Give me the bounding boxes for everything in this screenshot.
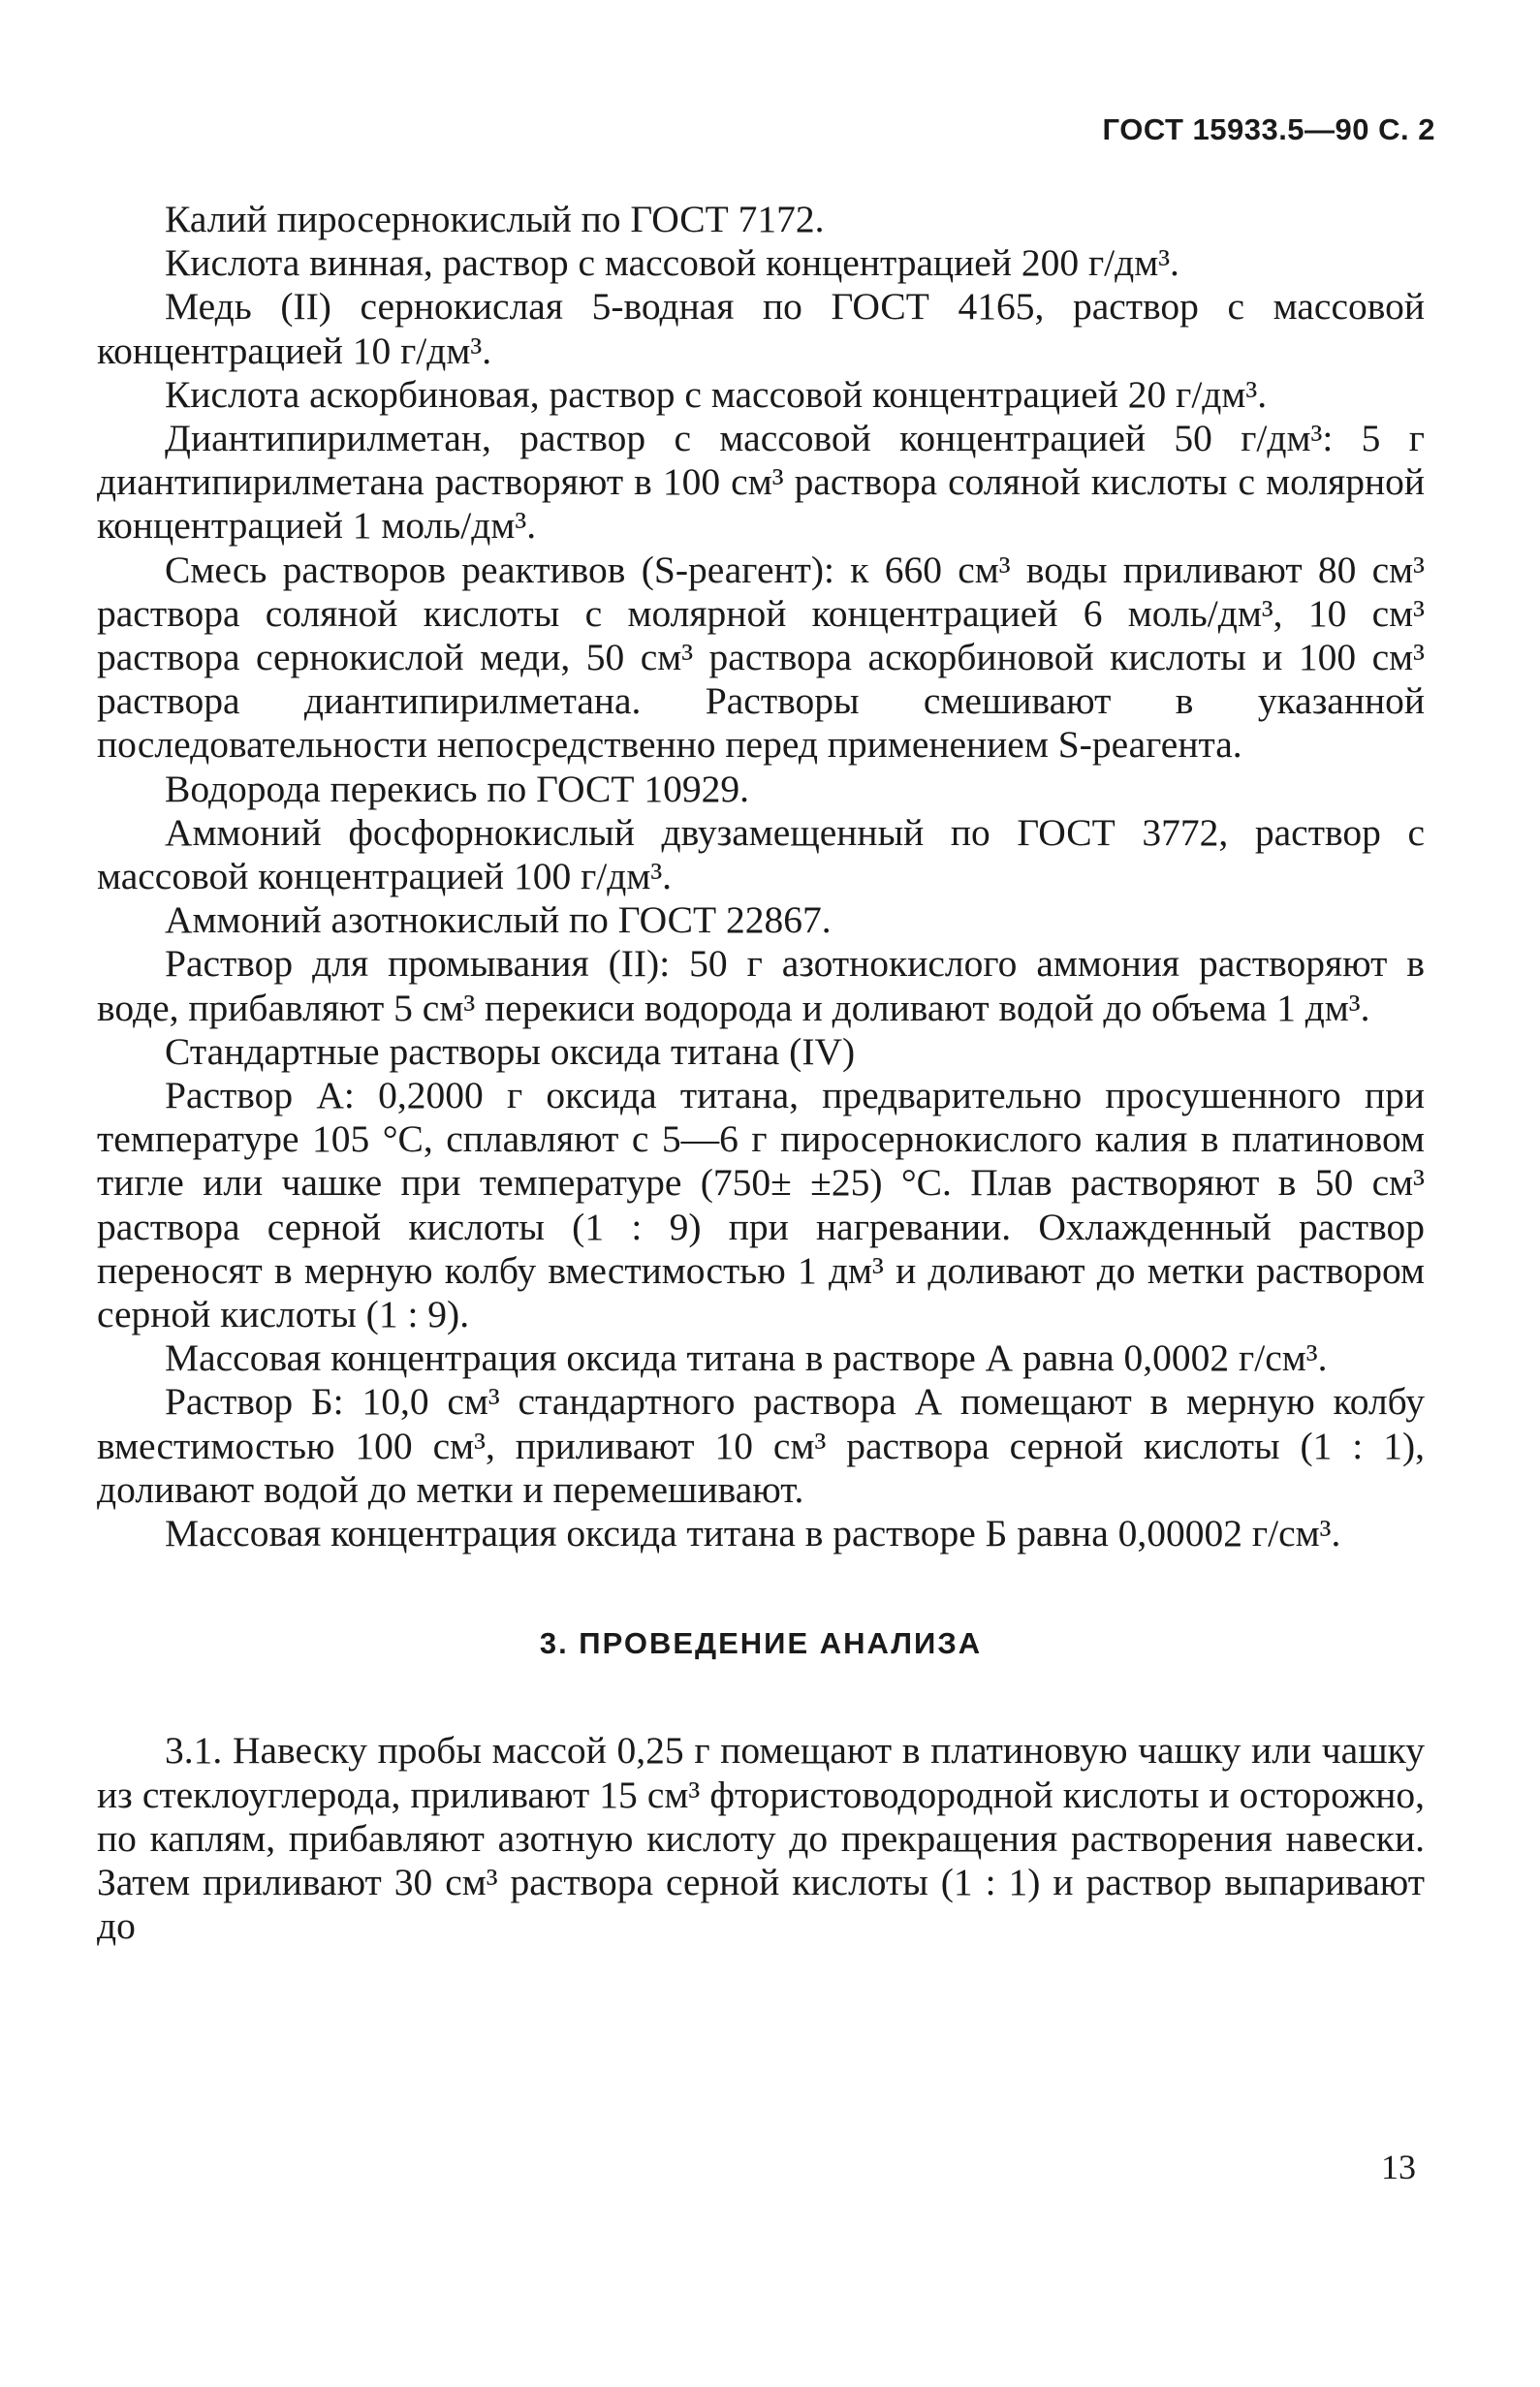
paragraph: Раствор А: 0,2000 г оксида титана, предварительно просушенного при температуре 105 °С, сплавляют с 5—6 г пиросернокислого калия в платиновом тигле или чашке при температуре (750± ±25) °С. Плав растворяют в 50 см³ раствора серной кислоты (1 : 9) при нагревании. Охлажденный раствор переносят в мерную колбу вместимостью 1 дм³ и доливают до метки раствором серной кислоты (1 : 9). bbox=[97, 1074, 1425, 1336]
paragraph: Раствор для промывания (II): 50 г азотнокислого аммония растворяют в воде, прибавляют 5 см³ перекиси водорода и доливают водой до объема 1 дм³. bbox=[97, 942, 1425, 1029]
running-header: ГОСТ 15933.5—90 С. 2 bbox=[1102, 112, 1435, 146]
paragraph: Массовая концентрация оксида титана в растворе Б равна 0,00002 г/см³. bbox=[165, 1512, 1341, 1555]
paragraph: Аммоний фосфорнокислый двузамещенный по ГОСТ 3772, раствор с массовой концентрацией 100 г/дм³. bbox=[97, 810, 1425, 898]
paragraph: Калий пиросернокислый по ГОСТ 7172. bbox=[165, 198, 825, 240]
paragraph: Водорода перекись по ГОСТ 10929. bbox=[165, 767, 749, 810]
paragraph: Медь (II) сернокислая 5-водная по ГОСТ 4165, раствор с массовой концентрацией 10 г/дм³. bbox=[97, 285, 1425, 372]
paragraph: Аммоний азотнокислый по ГОСТ 22867. bbox=[165, 898, 832, 942]
section-heading: 3. ПРОВЕДЕНИЕ АНАЛИЗА bbox=[539, 1626, 983, 1661]
paragraph: Кислота аскорбиновая, раствор с массовой концентрацией 20 г/дм³. bbox=[165, 372, 1268, 416]
paragraph: Массовая концентрация оксида титана в растворе А равна 0,0002 г/см³. bbox=[165, 1336, 1328, 1380]
paragraph: Кислота винная, раствор с массовой концентрацией 200 г/дм³. bbox=[165, 241, 1179, 285]
paragraph: Раствор Б: 10,0 см³ стандартного раствора А помещают в мерную колбу вместимостью 100 см³, приливают 10 см³ раствора серной кислоты (1 : 1), доливают водой до метки и перемешивают. bbox=[97, 1380, 1425, 1511]
paragraph: Стандартные растворы оксида титана (IV) bbox=[165, 1029, 856, 1073]
document-body bbox=[97, 198, 1425, 1948]
paragraph: Диантипирилметан, раствор с массовой концентрацией 50 г/дм³: 5 г диантипирилметана растворяют в 100 см³ раствора соляной кислоты с молярной концентрацией 1 моль/дм³. bbox=[97, 417, 1425, 548]
paragraph: Смесь растворов реактивов (S-реагент): к 660 см³ воды приливают 80 см³ раствора соляной кислоты с молярной концентрацией 6 моль/дм³, 10 см³ раствора сернокислой меди, 50 см³ раствора аскорбиновой кислоты и 100 см³ раствора диантипирилметана. Растворы смешивают в указанной последовательности непосредственно перед применением S-реагента. bbox=[97, 548, 1425, 767]
page-number: 13 bbox=[1381, 2148, 1416, 2186]
paragraph: 3.1. Навеску пробы массой 0,25 г помещают в платиновую чашку или чашку из стеклоуглерода, приливают 15 см³ фтористоводородной кислоты и осторожно, по каплям, прибавляют азотную кислоту до прекращения растворения навески. Затем приливают 30 см³ раствора серной кислоты (1 : 1) и раствор выпаривают до bbox=[97, 1729, 1425, 1948]
